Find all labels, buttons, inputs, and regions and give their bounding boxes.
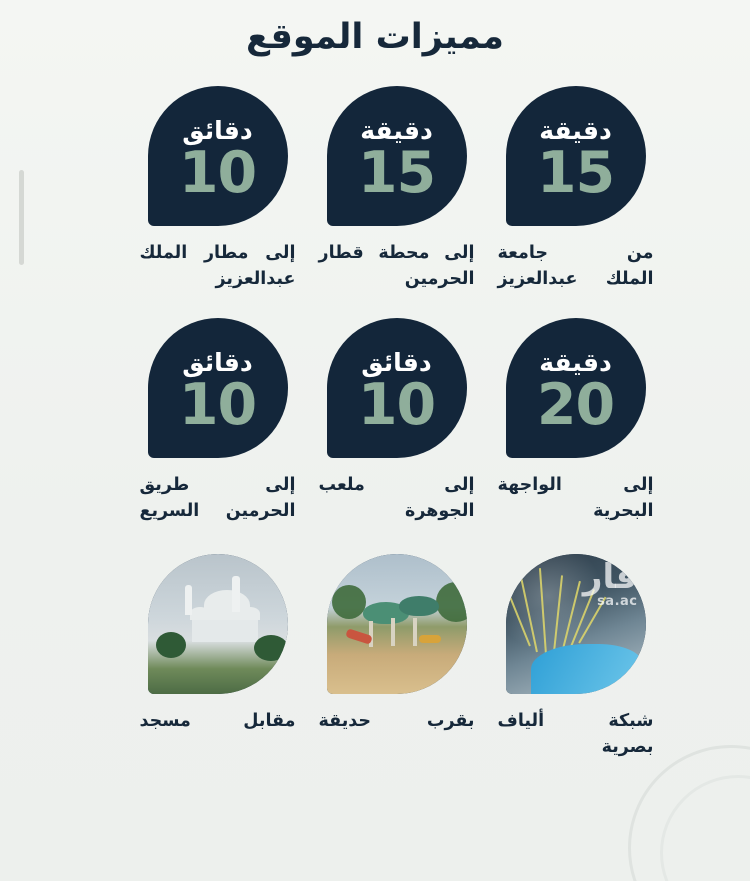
feature-card-stadium[interactable] bbox=[318, 318, 475, 524]
caption-line: بقرب حديقة bbox=[318, 711, 475, 731]
caption-line: من جامعة bbox=[497, 243, 654, 263]
feature-card-park[interactable] bbox=[318, 554, 475, 760]
feature-caption bbox=[138, 708, 298, 734]
caption-line: الحرمين السريع bbox=[139, 501, 296, 521]
feature-card-mosque[interactable] bbox=[139, 554, 296, 760]
features-grid bbox=[96, 86, 654, 760]
feature-caption bbox=[317, 472, 477, 524]
feature-caption bbox=[138, 472, 298, 524]
caption-line: بصرية bbox=[601, 737, 654, 757]
caption-line: الجوهرة bbox=[404, 501, 475, 521]
caption-line: الملك عبدالعزيز bbox=[497, 269, 654, 289]
feature-card-train-station[interactable] bbox=[318, 86, 475, 292]
photo-features-row bbox=[96, 554, 654, 760]
page-title: مميزات الموقع bbox=[246, 17, 504, 57]
watermark-url: sa.ac bbox=[597, 594, 638, 609]
features-row bbox=[96, 318, 654, 524]
leaf-badge bbox=[327, 318, 467, 458]
feature-number: 10 bbox=[357, 372, 436, 438]
fiber-glow bbox=[531, 644, 643, 694]
caption-line: شبكة ألياف bbox=[497, 711, 654, 731]
feature-caption bbox=[496, 708, 656, 760]
feature-number: 15 bbox=[536, 140, 615, 206]
feature-card-university[interactable] bbox=[497, 86, 654, 292]
feature-number: 10 bbox=[178, 372, 257, 438]
feature-unit: دقيقة bbox=[539, 116, 612, 145]
caption-line: البحرية bbox=[593, 501, 654, 521]
caption-line: الحرمين bbox=[404, 269, 475, 289]
feature-caption bbox=[138, 240, 298, 292]
feature-number: 15 bbox=[357, 140, 436, 206]
park-image bbox=[327, 554, 467, 694]
feature-caption bbox=[317, 708, 477, 734]
feature-unit: دقائق bbox=[182, 348, 253, 377]
caption-line: إلى محطة قطار bbox=[318, 243, 475, 263]
caption-line: مقابل مسجد bbox=[139, 711, 296, 731]
caption-line: إلى الواجهة bbox=[497, 475, 654, 495]
leaf-badge bbox=[327, 86, 467, 226]
feature-card-fiber-optic[interactable] bbox=[497, 554, 654, 760]
feature-card-airport[interactable] bbox=[139, 86, 296, 292]
feature-number: 20 bbox=[536, 372, 615, 438]
feature-unit: دقيقة bbox=[539, 348, 612, 377]
feature-number: 10 bbox=[178, 140, 257, 206]
leaf-badge bbox=[506, 318, 646, 458]
mosque-photo bbox=[148, 554, 288, 694]
feature-unit: دقائق bbox=[182, 116, 253, 145]
caption-line: عبدالعزيز bbox=[215, 269, 296, 289]
feature-caption bbox=[496, 472, 656, 524]
features-row bbox=[96, 86, 654, 292]
feature-card-haramain-road[interactable] bbox=[139, 318, 296, 524]
park-playground-photo bbox=[327, 554, 467, 694]
feature-unit: دقيقة bbox=[360, 116, 433, 145]
mosque-image bbox=[148, 554, 288, 694]
watermark-logo: قار bbox=[582, 557, 638, 597]
leaf-badge bbox=[506, 86, 646, 226]
fiber-optic-photo bbox=[506, 554, 646, 694]
feature-caption bbox=[317, 240, 477, 292]
scrollbar[interactable] bbox=[19, 170, 24, 265]
feature-card-waterfront[interactable] bbox=[497, 318, 654, 524]
fiber-optic-image bbox=[506, 554, 646, 694]
caption-line: إلى مطار الملك bbox=[139, 243, 296, 263]
leaf-badge bbox=[148, 86, 288, 226]
feature-unit: دقائق bbox=[361, 348, 432, 377]
caption-line: إلى ملعب bbox=[318, 475, 475, 495]
caption-line: إلى طريق bbox=[139, 475, 296, 495]
feature-caption bbox=[496, 240, 656, 292]
leaf-badge bbox=[148, 318, 288, 458]
